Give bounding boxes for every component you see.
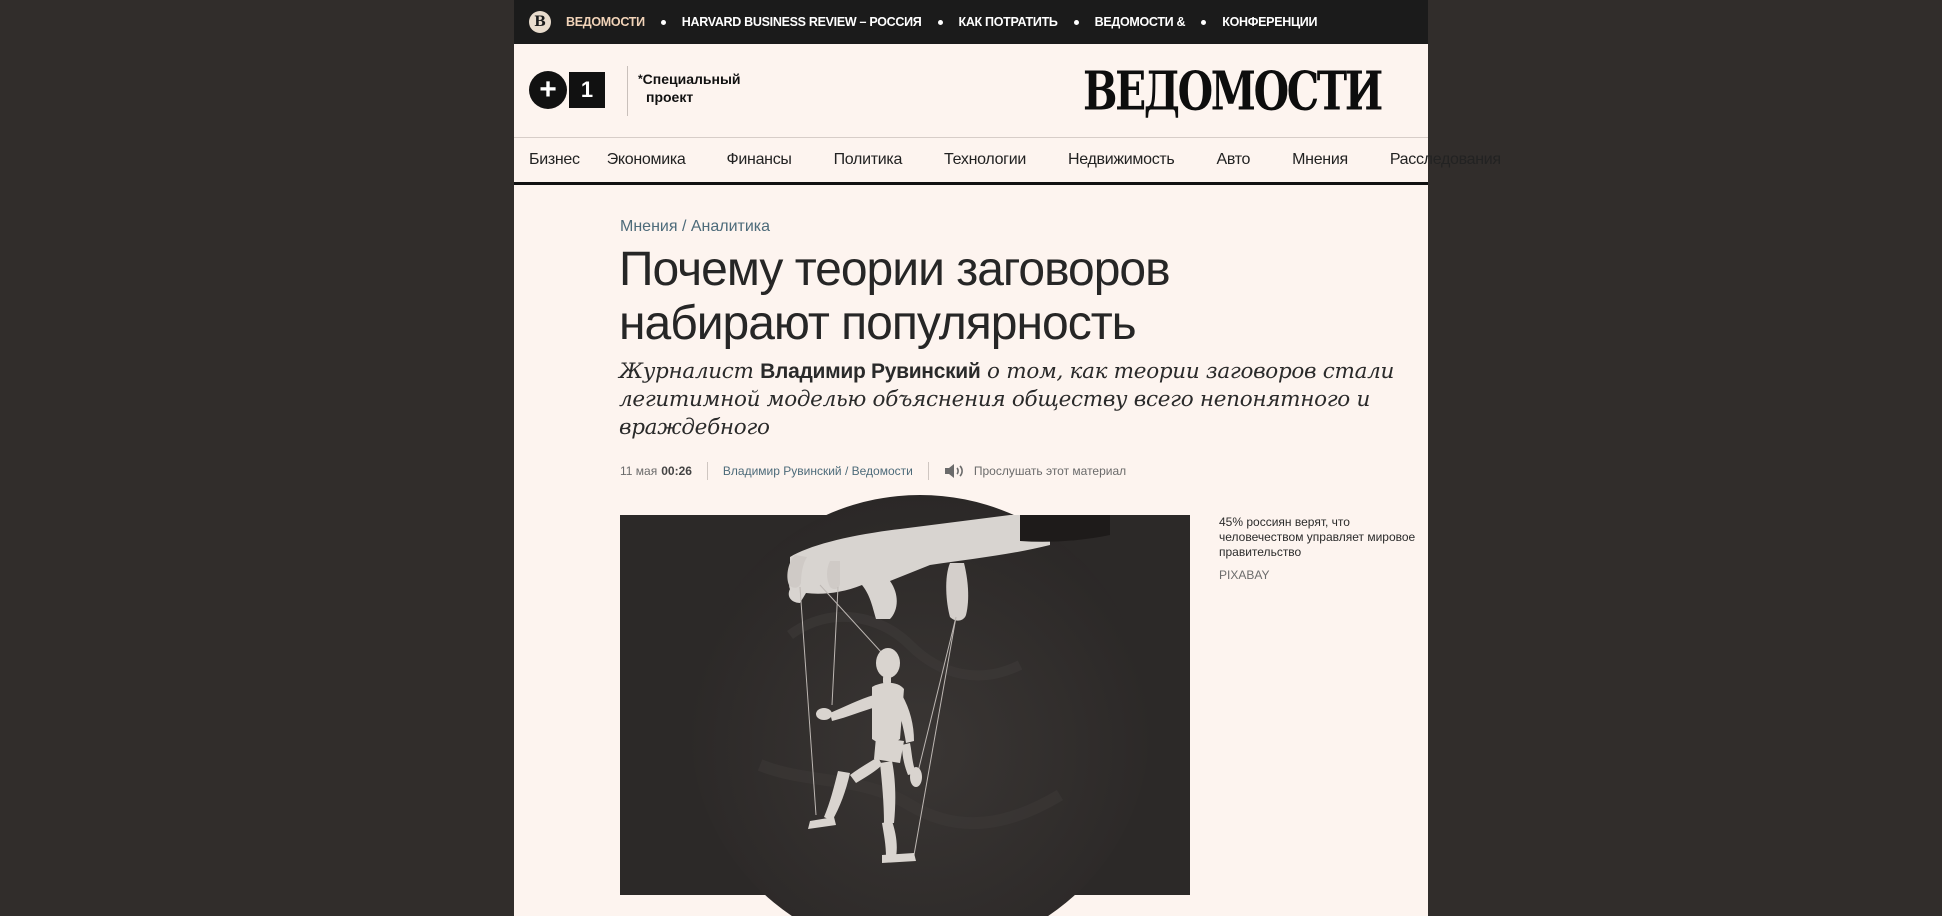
plus-icon: + <box>529 71 567 109</box>
nav-item-business[interactable]: Бизнес <box>529 151 580 168</box>
photo-credit: PIXABAY <box>1219 568 1270 582</box>
topbar-link-vedomosti-and[interactable]: ВЕДОМОСТИ & <box>1094 15 1186 29</box>
topbar-link-conferences[interactable]: КОНФЕРЕНЦИИ <box>1222 15 1318 29</box>
article-title: Почему теории заговоров набирают популярность <box>619 243 1170 350</box>
nav-item-technology[interactable]: Технологии <box>944 151 1026 168</box>
nav-item-finance[interactable]: Финансы <box>726 151 792 168</box>
site-header <box>514 44 1428 138</box>
puppet-illustration <box>620 515 1190 895</box>
article-meta <box>620 461 1126 481</box>
topbar-link-how-to-spend[interactable]: КАК ПОТРАТИТЬ <box>958 15 1058 29</box>
photo-caption: 45% россиян верят, что человечеством управляет мировое правительство <box>1219 515 1416 559</box>
plus-one-logo[interactable] <box>529 71 605 109</box>
lead-author: Владимир Рувинский <box>760 360 981 383</box>
nav-item-opinions[interactable]: Мнения <box>1292 151 1348 168</box>
meta-divider <box>928 462 929 480</box>
article-byline[interactable]: Владимир Рувинский / Ведомости <box>722 464 913 478</box>
separator-dot <box>1074 20 1079 25</box>
article-time: 00:26 <box>661 464 692 478</box>
article-rubric[interactable]: Мнения / Аналитика <box>620 218 771 235</box>
vedomosti-logo-icon[interactable]: В <box>529 11 551 33</box>
meta-divider <box>707 462 708 480</box>
brand-logo[interactable]: ВЕДОМОСТИ <box>1083 60 1381 123</box>
special-project-label[interactable]: *Специальный проект <box>638 71 741 105</box>
topbar-link-vedomosti[interactable]: ВЕДОМОСТИ <box>566 15 645 29</box>
nav-item-realty[interactable]: Недвижимость <box>1067 151 1175 168</box>
nav-item-economy[interactable]: Экономика <box>606 151 686 168</box>
article-lead: Журналист Владимир Рувинский о том, как теории заговоров стали легитимной моделью объяснения обществу всего непонятного и враждебного <box>619 359 1395 440</box>
speaker-icon[interactable] <box>944 463 966 479</box>
main-nav <box>514 138 1501 185</box>
article-date: 11 мая <box>620 464 658 478</box>
nav-item-investigations[interactable]: Расследования <box>1389 151 1501 168</box>
listen-button[interactable]: Прослушать этот материал <box>973 464 1127 478</box>
one-icon: 1 <box>569 72 605 108</box>
article-photo <box>620 515 1190 895</box>
topbar-link-hbr[interactable]: HARVARD BUSINESS REVIEW – РОССИЯ <box>681 15 922 29</box>
separator-dot <box>661 20 666 25</box>
header-divider <box>627 66 628 116</box>
page <box>514 0 1501 916</box>
separator-dot <box>938 20 943 25</box>
nav-item-politics[interactable]: Политика <box>833 151 903 168</box>
nav-item-auto[interactable]: Авто <box>1216 151 1251 168</box>
separator-dot <box>1201 20 1206 25</box>
top-bar <box>514 0 1428 44</box>
